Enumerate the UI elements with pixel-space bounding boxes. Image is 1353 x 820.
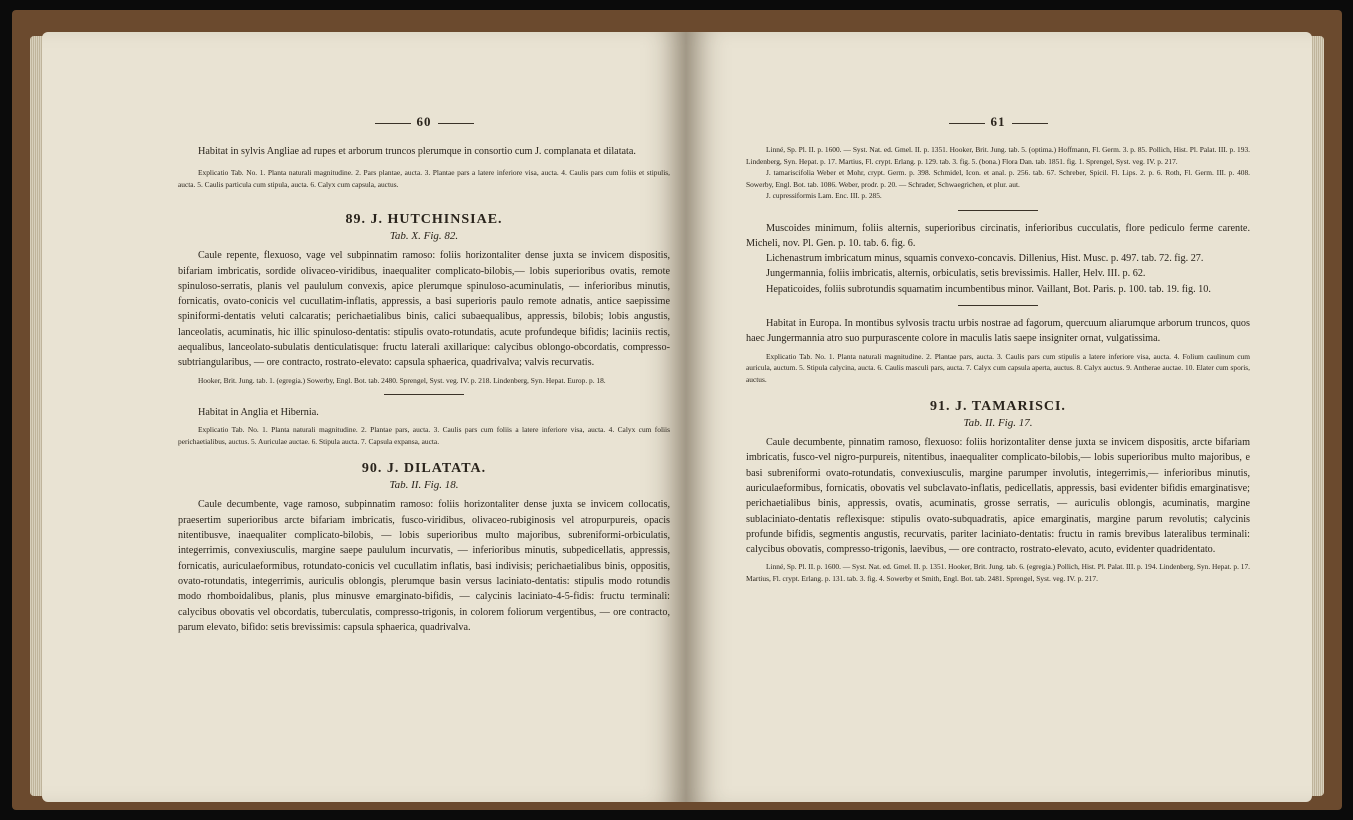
page-edges-right	[1310, 36, 1324, 796]
separator	[958, 210, 1038, 211]
habitat-europa: Habitat in Europa. In montibus sylvosis tractu urbis nostrae ad fagorum, quercuum aliarumque arborum truncos, quos haec Jungermannia atro suo purpurascente colore in maculis latis saepe insigniter ornat, vulgatissima.	[746, 317, 1250, 345]
habitat-89: Habitat in Anglia et Hibernia.	[198, 407, 319, 419]
species-heading-90: 90. J. DILATATA.	[361, 461, 487, 477]
right-page-content	[746, 32, 1250, 802]
species-heading-91: 91. J. TAMARISCI.	[930, 399, 1066, 415]
left-page	[42, 32, 686, 802]
synonym-dillenius: Lichenastrum imbricatum minus, squamis convexo-concavis. Dillenius, Hist. Musc. p. 497. tab. 72. fig. 27.	[766, 253, 1204, 265]
separator	[384, 394, 464, 395]
explicatio-text: Explicatio Tab. No. 1. Planta naturali magnitudine. 2. Pars plantae, aucta. 3. Plantae pars a latere inferiore visa, aucta. 4. Caulis pars cum foliis et stipulis, aucta. 5. Caulis particula cum stipula, aucta. 6. Calyx cum capsula, auctus.	[178, 168, 670, 189]
explicatio-89: Explicatio Tab. No. 1. Planta naturali magnitudine. 2. Plantae pars, aucta. 3. Caulis pars cum foliis a latere inferiore visa, aucta. 4. Calyx cum foliis perichaetialibus, auctus. 5. Auriculae auctae. 6. Stipula aucta. 7. Capsula expansa, aucta.	[178, 425, 670, 446]
left-page-content	[178, 32, 670, 802]
citations-top: Linné, Sp. Pl. II. p. 1600. — Syst. Nat. ed. Gmel. II. p. 1351. Hooker, Brit. Jung. tab. 5. (optima.) Hoffmann, Fl. Germ. 3. p. 85. Pollich, Hist. Pl. Palat. III. p. 193. Lindenberg, Syn. Hepat. p. 17. Martius, Fl. crypt. Erlang. p. 129. tab. 3. fig. 5. (bona.) Flora Dan. tab. 1851. fig. 1. Sprengel, Syst. veg. IV. p. 217.	[746, 145, 1250, 166]
citations-top-3: J. cupressiformis Lam. Enc. III. p. 285.	[766, 191, 882, 200]
species-description-91: Caule decumbente, pinnatim ramoso, flexuoso: foliis horizontaliter dense juxta se invicem dispositis, arcte bifariam imbricatis, fusco-vel nigro-purpureis, nitentibus, inaequaliter complicato-bilobis,— lobis superioribus multo majoribus, e basi subreniformi ovato-rotundatis, convexiusculis, margine parumper involutis, integerrimis,— inferioribus minutis, auriculaeformibus, fornicatis, obovatis vel subclavato-inflatis, pedicellatis, appressis, basi evidenter bifidis emarginatisve; perichaetialibus binis, appressis, ovatis, acuminatis, grosse serratis, — auriculis oblongis, acuminatis, margine sublaciniato-dentatis reflexisque: stipulis ovato-subquadratis, apice emarginatis, margine parum revolutis; calycinis profunde bifidis, segmentis angustis, recurvatis, pariter laciniato-dentatis: fructu in ramis brevibus lateralibus terminali: calycibus obovatis, compresso-trigonis, laevibus, — ore contracto, rostrato-elevato, acuto, evidenter quadridentato.	[746, 437, 1250, 556]
plate-reference-89: Tab. X. Fig. 82.	[389, 230, 459, 243]
page-number-left: 60	[178, 114, 670, 130]
citations-91: Linné, Sp. Pl. II. p. 1600. — Syst. Nat. ed. Gmel. II. p. 1351. Hooker, Brit. Jung. tab. 6. (egregia.) Pollich, Hist. Pl. Palat. III. p. 194. Lindenberg, Syn. Hepat. p. 17. Martius, Fl. crypt. Erlang. p. 131. tab. 3. fig. 4. Sowerby et Smith, Engl. Bot. tab. 2481. Sprengel, Syst. veg. IV. p. 217.	[746, 562, 1251, 583]
explicatio-right: Explicatio Tab. No. 1. Planta naturali magnitudine. 2. Plantae pars, aucta. 3. Caulis pars cum stipulis a latere inferiore visa, aucta. 4. Folium caulinum cum auricula, auctum. 5. Stipula calycina, aucta. 6. Caulis masculi pars, aucta. 7. Calyx cum capsula aperta, auctus. 8. Calyx auctus. 9. Antherae auctae. 10. Elater cum sporis, auctus.	[746, 351, 1250, 384]
species-description-89: Caule repente, flexuoso, vage vel subpinnatim ramoso: foliis horizontaliter dense juxta se invicem dispositis, bifariam imbricatis, sordide olivaceo-viridibus, inaequaliter complicato-bilobis,— lobis superioribus ovatis, remote spinuloso-serratis, planis vel paululum convexis, apice plerumque spinuloso-acuminulatis, — inferioribus minutis, fornicatis, ovato-conicis vel cucullatim-inflatis, appressis, a basi superioris paulo remote adnatis, antice saepissime spiniformi-dentatis veluti calcaratis; perichaetialibus binis, calici subaequalibus, appressis, bilobis; lobis angustis, lanceolatis, acuminatis, hic illic spinuloso-dentatis: stipulis ovato-rotundatis, acute profundeque bifidis; laciniis rectis, aequalibus, lanceolato-subulatis denticulatisque: fructu laterali axillarique: calycibus oblongo-obcordatis, compresso-subtriangularibus, — ore contracto, rostrato-elevato: capsula sphaerica, quadrivalva; valvis recurvatis.	[178, 250, 670, 369]
synonym-micheli: Muscoides minimum, foliis alternis, superioribus circinatis, inferioribus cucculatis, flore pediculo ferme carente. Micheli, nov. Pl. Gen. p. 10. tab. 6. fig. 6.	[746, 222, 1250, 249]
plate-reference-90: Tab. II. Fig. 18.	[389, 479, 459, 492]
right-page	[686, 32, 1312, 802]
citations-top-2: J. tamariscifolia Weber et Mohr, crypt. Germ. p. 398. Schmidel, Icon. et anal. p. 256. tab. 67. Schreber, Spicil. Fl. Lips. 2. p. 6. Roth, Fl. Germ. III. p. 408. Sowerby, Engl. Bot. tab. 1086. Weber, prodr. p. 20. — Schrader, Schwaegrichen, et plur. aut.	[746, 168, 1250, 189]
species-description-90: Caule decumbente, vage ramoso, subpinnatim ramoso: foliis horizontaliter dense juxta se invicem collocatis, praesertim superioribus arcte bifariam imbricatis, fusco-viridibus, olivaceo-rubiginosis vel atropurpureis, opacis nitentibusve, inaequaliter complicato-bilobis, — lobis superioribus multo majoribus, subreniformi-orbiculatis, integerrimis, convexiusculis, margine saepe paululum incurvatis, — inferioribus minutis, subpedicellatis, appressis, fornicatis, auriculaeformibus, rotundato-conicis vel cucullatim inflatis, basi indivisis; perichaetialibus binis, oppositis, ovato-rotundatis, integerrimis, auriculis oblongis, plerumque basin versus laciniato-dentatis: stipulis modo rotundis modo rhomboidalibus, planis, plus minusve emarginato-bifidis, — calycinis laciniato-4-5-fidis: fructu terminali: calycibus obovatis vel obcordatis, tuberculatis, compresso-trigonis, in colorem foliorum vergentibus, — ore contracto, parum elevato, bifido: setis brevissimis: capsula sphaerica, quadrivalva.	[178, 499, 670, 633]
book-cover	[12, 10, 1342, 810]
synonym-haller: Jungermannia, foliis imbricatis, alternis, orbiculatis, setis brevissimis. Haller, Helv. III. p. 62.	[766, 268, 1146, 280]
plate-reference-91: Tab. II. Fig. 17.	[963, 417, 1033, 430]
separator	[958, 305, 1038, 306]
habitat-text: Habitat in sylvis Angliae ad rupes et arborum truncos plerumque in consortio cum J. complanata et dilatata.	[198, 146, 636, 157]
page-number-right: 61	[746, 114, 1250, 130]
citations-89: Hooker, Brit. Jung. tab. 1. (egregia.) Sowerby, Engl. Bot. tab. 2480. Sprengel, Syst. veg. IV. p. 218. Lindenberg, Syn. Hepat. Europ. p. 18.	[198, 375, 606, 385]
species-heading-89: 89. J. HUTCHINSIAE.	[345, 212, 503, 228]
synonym-vaillant: Hepaticoides, foliis subrotundis squamatim incumbentibus minor. Vaillant, Bot. Paris. p. 100. tab. 19. fig. 10.	[766, 283, 1211, 295]
